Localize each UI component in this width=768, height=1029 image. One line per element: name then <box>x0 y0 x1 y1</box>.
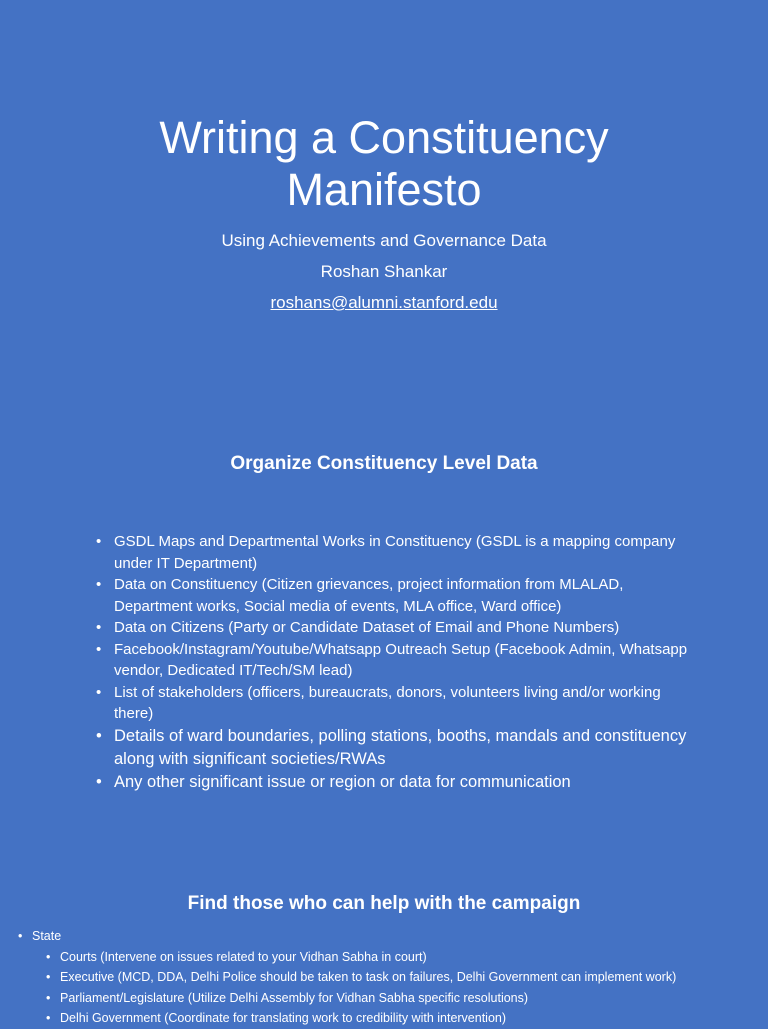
campaign-help-list <box>16 926 756 1029</box>
list-item: • Facebook/Instagram/Youtube/Whatsapp Outreach Setup (Facebook Admin, Whatsapp vendor, Dedicated IT/Tech/SM lead) <box>96 639 696 682</box>
list-item: • Courts (Intervene on issues related to your Vidhan Sabha in court) <box>44 947 756 968</box>
email-link[interactable]: roshans@alumni.stanford.edu <box>270 293 498 312</box>
section-heading-campaign: Find those who can help with the campaign <box>187 893 581 914</box>
list-item: • Executive (MCD, DDA, Delhi Police should be taken to task on failures, Delhi Government can implement work) <box>44 967 756 988</box>
subtitle: Using Achievements and Governance Data <box>221 231 547 250</box>
list-item: • Parliament/Legislature (Utilize Delhi Assembly for Vidhan Sabha specific resolutions) <box>44 988 756 1009</box>
section-heading-organize: Organize Constituency Level Data <box>230 453 538 474</box>
list-item-state: • State <box>16 926 756 947</box>
author-name: Roshan Shankar <box>320 262 448 281</box>
title-line-1: Writing a Constituency <box>159 112 609 163</box>
slide-title <box>0 112 768 216</box>
title-line-2: Manifesto <box>286 164 482 215</box>
list-item: • Data on Citizens (Party or Candidate Dataset of Email and Phone Numbers) <box>96 617 696 639</box>
list-item: • Any other significant issue or region or data for communication <box>96 771 696 794</box>
list-item: • Details of ward boundaries, polling stations, booths, mandals and constituency along with significant societies/RWAs <box>96 725 696 771</box>
list-item: • GSDL Maps and Departmental Works in Constituency (GSDL is a mapping company under IT Department) <box>96 531 696 574</box>
list-item: • Data on Constituency (Citizen grievances, project information from MLALAD, Department works, Social media of events, MLA office, Ward office) <box>96 574 696 617</box>
email-line <box>0 292 768 314</box>
list-item: • Delhi Government (Coordinate for translating work to credibility with intervention) <box>44 1008 756 1029</box>
list-item: • List of stakeholders (officers, bureaucrats, donors, volunteers living and/or working there) <box>96 682 696 725</box>
organize-data-list <box>96 531 696 794</box>
